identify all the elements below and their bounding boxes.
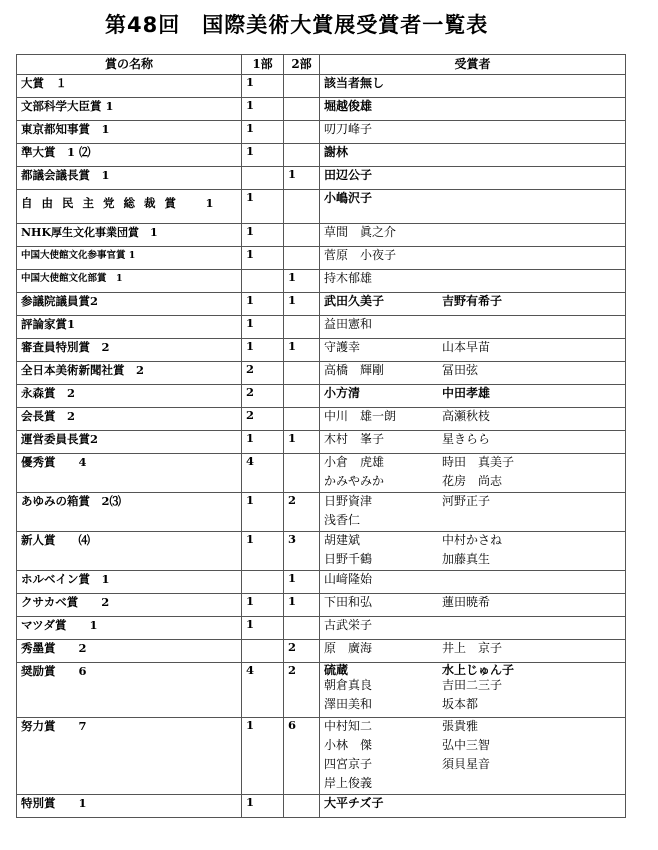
winner-line — [324, 385, 625, 404]
winner-name: 弘中三智 — [442, 738, 491, 752]
winner-name: 謝林 — [324, 145, 349, 159]
winners-cell — [320, 532, 626, 571]
table-row — [17, 454, 626, 493]
winners-cell — [320, 144, 626, 167]
winner-line — [324, 316, 625, 335]
part1-count-cell: 1 — [242, 247, 284, 270]
part1-count-cell: 1 — [242, 718, 284, 795]
winner-name: 井上 京子 — [442, 641, 503, 655]
winner-line — [324, 594, 625, 613]
table-row — [17, 493, 626, 532]
part2-count-cell: 1 — [284, 431, 320, 454]
table-row — [17, 75, 626, 98]
award-name-cell: ホルベイン賞 1 — [17, 571, 242, 594]
winner-line — [324, 696, 625, 715]
winner-line — [324, 167, 625, 186]
winners-cell — [320, 663, 626, 718]
winner-name: 星きらら — [442, 432, 491, 446]
part1-count-cell: 1 — [242, 339, 284, 362]
part1-count-cell: 1 — [242, 98, 284, 121]
part2-count-cell — [284, 408, 320, 431]
winner-name: 河野正子 — [442, 494, 491, 508]
award-name-cell: 文部科学大臣賞 1 — [17, 98, 242, 121]
part1-count-cell: 1 — [242, 617, 284, 640]
part1-count-cell: 1 — [242, 121, 284, 144]
winner-line — [324, 775, 625, 794]
award-name-cell: 審査員特別賞 2 — [17, 339, 242, 362]
part2-count-cell — [284, 224, 320, 247]
winner-name: 高瀬秋枝 — [442, 409, 491, 423]
part2-count-cell: 1 — [284, 270, 320, 293]
winner-line — [324, 532, 625, 551]
award-name-cell: 評論家賞1 — [17, 316, 242, 339]
winner-name: 草間 眞之介 — [324, 225, 397, 239]
winner-line — [324, 473, 625, 492]
part2-count-cell: 1 — [284, 293, 320, 316]
winner-line — [324, 224, 625, 243]
part2-count-cell — [284, 454, 320, 493]
winner-name: 原 廣海 — [324, 641, 373, 655]
winner-line — [324, 512, 625, 531]
part2-count-cell — [284, 617, 320, 640]
winner-name: 澤田美和 — [324, 697, 373, 711]
winner-name: 胡建斌 — [324, 533, 361, 547]
winner-name: 浅香仁 — [324, 513, 361, 527]
table-row — [17, 121, 626, 144]
table-row — [17, 293, 626, 316]
winner-name: 中川 雄一朗 — [324, 409, 397, 423]
award-name-cell: 特別賞 1 — [17, 795, 242, 818]
award-name-cell: 中国大使館文化部賞 1 — [17, 270, 242, 293]
winner-name: 益田憲和 — [324, 317, 373, 331]
winner-name: 武田久美子 — [324, 294, 385, 308]
part1-count-cell: 4 — [242, 454, 284, 493]
winner-line — [324, 663, 625, 677]
winner-line — [324, 718, 625, 737]
winner-line — [324, 493, 625, 512]
winners-cell — [320, 431, 626, 454]
winners-cell — [320, 795, 626, 818]
table-row — [17, 571, 626, 594]
winner-name: 岸上俊義 — [324, 776, 373, 790]
winner-name: 山﨑隆始 — [324, 572, 373, 586]
part2-count-cell: 2 — [284, 640, 320, 663]
part2-count-cell: 1 — [284, 339, 320, 362]
award-name-cell: NHK厚生文化事業団賞 1 — [17, 224, 242, 247]
winner-line — [324, 247, 625, 266]
award-name-cell: 新人賞 ⑷ — [17, 532, 242, 571]
winner-name: 下田和弘 — [324, 595, 373, 609]
table-row — [17, 617, 626, 640]
part1-count-cell: 1 — [242, 144, 284, 167]
winner-name: 須貝星音 — [442, 757, 491, 771]
winner-name: 持木郁雄 — [324, 271, 373, 285]
winners-cell — [320, 224, 626, 247]
part1-count-cell: 2 — [242, 385, 284, 408]
table-row — [17, 247, 626, 270]
part1-count-cell: 1 — [242, 293, 284, 316]
part1-count-cell: 1 — [242, 493, 284, 532]
winner-name: 木村 峯子 — [324, 432, 385, 446]
header-part1: 1部 — [242, 55, 284, 75]
part1-count-cell: 1 — [242, 532, 284, 571]
table-row — [17, 362, 626, 385]
winner-line — [324, 75, 625, 94]
winners-cell — [320, 408, 626, 431]
table-row — [17, 144, 626, 167]
winner-name: 冨田弦 — [442, 363, 479, 377]
table-row — [17, 594, 626, 617]
award-name-cell: クサカベ賞 2 — [17, 594, 242, 617]
award-name-cell: 奨励賞 6 — [17, 663, 242, 718]
award-name-cell: 準大賞 1 ⑵ — [17, 144, 242, 167]
winner-name: 日野資津 — [324, 494, 373, 508]
part1-count-cell — [242, 270, 284, 293]
winners-cell — [320, 190, 626, 224]
winner-line — [324, 756, 625, 775]
table-row — [17, 532, 626, 571]
part2-count-cell: 3 — [284, 532, 320, 571]
winner-name: 山本早苗 — [442, 340, 491, 354]
award-name-cell: 自由民主党総裁賞 1 — [17, 190, 242, 224]
winner-name: 加藤真生 — [442, 552, 491, 566]
winner-line — [324, 408, 625, 427]
part2-count-cell — [284, 190, 320, 224]
winner-line — [324, 640, 625, 659]
award-name-cell: 中国大使館文化参事官賞 1 — [17, 247, 242, 270]
table-row — [17, 431, 626, 454]
winner-name: 朝倉真良 — [324, 678, 373, 692]
page-title: 第48回 国際美術大賞展受賞者一覧表 — [105, 13, 489, 37]
winner-name: 高橋 輝剛 — [324, 363, 385, 377]
award-name-cell: 優秀賞 4 — [17, 454, 242, 493]
header-row — [17, 55, 626, 75]
part2-count-cell: 1 — [284, 571, 320, 594]
winner-line — [324, 677, 625, 696]
winners-cell — [320, 121, 626, 144]
winner-line — [324, 551, 625, 570]
winner-line — [324, 270, 625, 289]
winner-name: 吉野有希子 — [442, 294, 503, 308]
winner-name: 硫蔵 — [324, 663, 349, 677]
winners-cell — [320, 718, 626, 795]
part1-count-cell: 4 — [242, 663, 284, 718]
part1-count-cell: 1 — [242, 75, 284, 98]
winners-cell — [320, 270, 626, 293]
winners-cell — [320, 98, 626, 121]
award-name-cell: 努力賞 7 — [17, 718, 242, 795]
winner-line — [324, 431, 625, 450]
part1-count-cell — [242, 167, 284, 190]
table-row — [17, 339, 626, 362]
award-name-cell: マツダ賞 1 — [17, 617, 242, 640]
part2-count-cell: 1 — [284, 167, 320, 190]
part2-count-cell: 2 — [284, 663, 320, 718]
winner-line — [324, 121, 625, 140]
winner-name: 小方清 — [324, 386, 361, 400]
winner-name: 水上じゅん子 — [442, 663, 515, 677]
winner-name: 坂本都 — [442, 697, 479, 711]
winner-line — [324, 571, 625, 590]
part2-count-cell — [284, 316, 320, 339]
table-row — [17, 167, 626, 190]
table-row — [17, 408, 626, 431]
table-row — [17, 663, 626, 718]
winner-name: 守護幸 — [324, 340, 361, 354]
winners-cell — [320, 617, 626, 640]
award-name-cell: 永森賞 2 — [17, 385, 242, 408]
award-name-cell: 東京都知事賞 1 — [17, 121, 242, 144]
part1-count-cell: 1 — [242, 224, 284, 247]
winner-name: 菅原 小夜子 — [324, 248, 397, 262]
table-row — [17, 718, 626, 795]
table-row — [17, 270, 626, 293]
table-row — [17, 224, 626, 247]
winner-name: 四宮京子 — [324, 757, 373, 771]
winner-line — [324, 144, 625, 163]
winner-name: かみやみか — [324, 474, 385, 488]
winners-cell — [320, 385, 626, 408]
winner-name: 中村知二 — [324, 719, 373, 733]
winner-line — [324, 339, 625, 358]
part1-count-cell: 1 — [242, 190, 284, 224]
part1-count-cell: 1 — [242, 795, 284, 818]
award-name-cell: 全日本美術新聞社賞 2 — [17, 362, 242, 385]
part2-count-cell — [284, 795, 320, 818]
winner-name: 蓮田暁希 — [442, 595, 491, 609]
winners-cell — [320, 493, 626, 532]
winner-line — [324, 293, 625, 312]
table-row — [17, 316, 626, 339]
winner-name: 堀越俊雄 — [324, 99, 373, 113]
winner-line — [324, 454, 625, 473]
part2-count-cell: 1 — [284, 594, 320, 617]
table-row — [17, 795, 626, 818]
winners-cell — [320, 293, 626, 316]
table-row — [17, 640, 626, 663]
winners-cell — [320, 316, 626, 339]
winner-name: 日野千鶴 — [324, 552, 373, 566]
winner-line — [324, 190, 625, 209]
part1-count-cell: 1 — [242, 316, 284, 339]
winner-name: 田辺公子 — [324, 168, 373, 182]
part1-count-cell: 1 — [242, 594, 284, 617]
part2-count-cell — [284, 247, 320, 270]
table-row — [17, 385, 626, 408]
winners-cell — [320, 454, 626, 493]
winner-name: 張貴雅 — [442, 719, 479, 733]
table-row — [17, 190, 626, 224]
part1-count-cell: 2 — [242, 362, 284, 385]
header-winners: 受賞者 — [320, 55, 626, 75]
award-name-cell: あゆみの箱賞 2⑶ — [17, 493, 242, 532]
award-name-cell: 都議会議長賞 1 — [17, 167, 242, 190]
winners-cell — [320, 571, 626, 594]
winner-line — [324, 98, 625, 117]
winner-line — [324, 737, 625, 756]
winner-name: 中田孝雄 — [442, 386, 491, 400]
part1-count-cell: 1 — [242, 431, 284, 454]
winner-name: 花房 尚志 — [442, 474, 503, 488]
winner-line — [324, 362, 625, 381]
winner-line — [324, 617, 625, 636]
winner-name: 大平チズ子 — [324, 796, 384, 810]
award-rows — [17, 75, 626, 818]
winner-name: 吉田二三子 — [442, 678, 503, 692]
winners-cell — [320, 339, 626, 362]
part2-count-cell — [284, 98, 320, 121]
winners-cell — [320, 640, 626, 663]
header-award-name: 賞の名称 — [17, 55, 242, 75]
part2-count-cell — [284, 121, 320, 144]
award-name-cell: 会長賞 2 — [17, 408, 242, 431]
winners-cell — [320, 75, 626, 98]
winners-cell — [320, 362, 626, 385]
part1-count-cell — [242, 640, 284, 663]
winner-name: 時田 真美子 — [442, 455, 515, 469]
award-name-cell: 大賞 １ — [17, 75, 242, 98]
award-name-cell: 参議院議員賞2 — [17, 293, 242, 316]
part1-count-cell: 2 — [242, 408, 284, 431]
winners-cell — [320, 167, 626, 190]
winners-cell — [320, 247, 626, 270]
part2-count-cell: 6 — [284, 718, 320, 795]
part2-count-cell — [284, 144, 320, 167]
winner-name: 叨刀峰子 — [324, 122, 373, 136]
part2-count-cell: 2 — [284, 493, 320, 532]
part2-count-cell — [284, 385, 320, 408]
table-row — [17, 98, 626, 121]
award-name-cell: 秀墨賞 2 — [17, 640, 242, 663]
part1-count-cell — [242, 571, 284, 594]
winner-name: 古武栄子 — [324, 618, 373, 632]
winner-name: 中村かさね — [442, 533, 503, 547]
winner-name: 小林 傑 — [324, 738, 373, 752]
winner-name: 小嶋沢子 — [324, 191, 373, 205]
winner-name: 小倉 虎雄 — [324, 455, 385, 469]
award-name-cell: 運営委員長賞2 — [17, 431, 242, 454]
winners-cell — [320, 594, 626, 617]
winner-line — [324, 795, 625, 814]
award-table — [16, 54, 626, 818]
winner-name: 該当者無し — [324, 76, 385, 90]
part2-count-cell — [284, 75, 320, 98]
part2-count-cell — [284, 362, 320, 385]
header-part2: 2部 — [284, 55, 320, 75]
